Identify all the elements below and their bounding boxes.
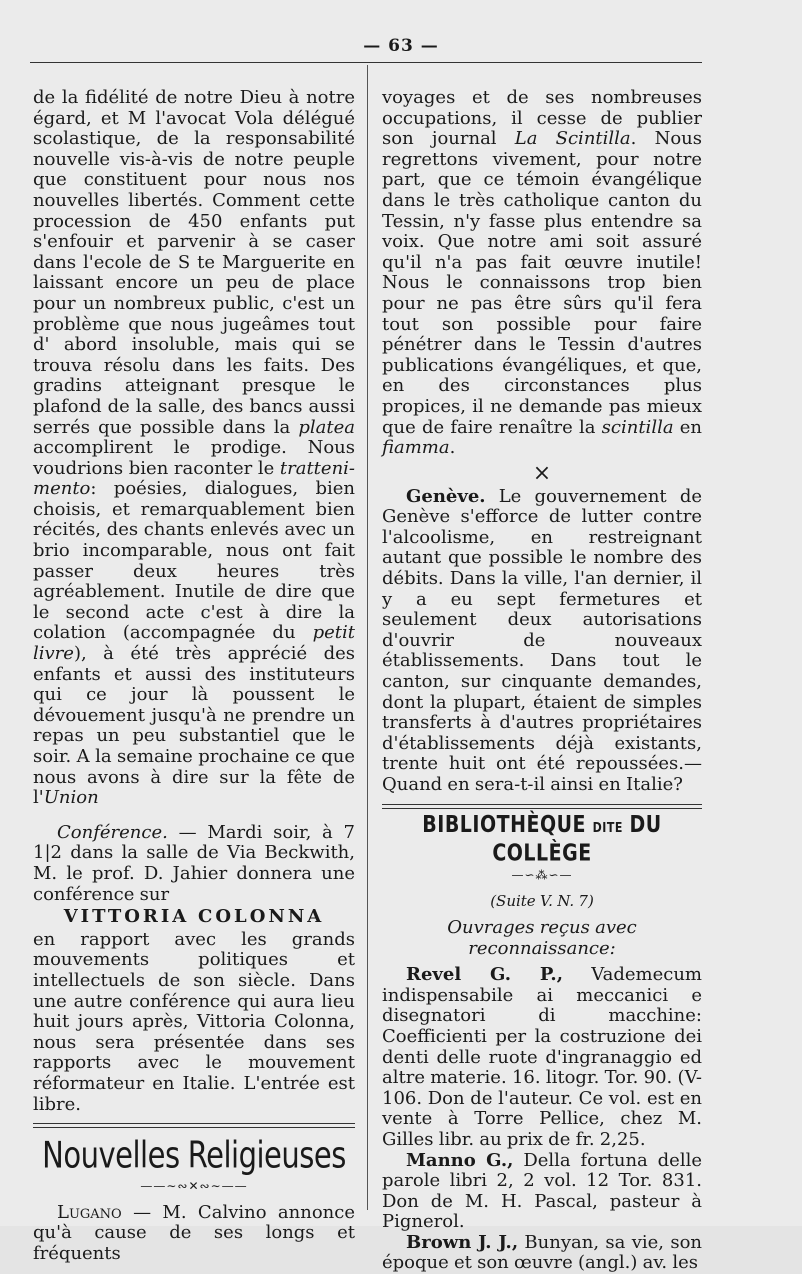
section-rule — [33, 1123, 355, 1128]
article-union-text: de la fidélité de notre Dieu à notre égard, et M l'avocat Vola délégué scolastique, de la responsabilité nouvelle vis-à-vis de notre peuple que constituent pour nous nos nouvelles libertés. Comment cette procession de 450 enfants put s'enfouir et parvenir à se caser dans l'ecole de S te Marguerite en laissant encore un peu de place pour un nombreux public, c'est un problème que nous jugeâmes tout d' abord insoluble, mais qui se trouva résolu dans les faits. Des gradins atteignant presque le plafond de la salle, des bancs aussi serrés que possible dans la platea accomplirent le prodige. Nous voudrions bien raconter le tratteni-mento: poésies, dialogues, bien choisis, et remarquablement bien récités, des chants enlevés avec un brio incomparable, nous ont fait passer deux heures très agréablement. Inutile de dire que le second acte c'est à dire la colation (accompagnée du petit livre), à été très apprécié des enfants et aussi des instituteurs qui ce jour là poussent le dévouement jusqu'à ne prendre un repas un peu substantiel que le soir. A la semaine prochaine ce que nous avons à dire sur la fête de l'Union — [33, 87, 355, 809]
conference-title: VITTORIA COLONNA — [63, 906, 325, 928]
page-number: — 63 — — [363, 36, 439, 56]
conference-label: Conférence. — [57, 821, 168, 843]
lugano-label: Lugano — [57, 1201, 122, 1223]
lugano-continued: voyages et de ses nombreuses occupations, il cesse de publier son journal La Scintilla. Nous regrettons vivement, pour notre part, que ce témoin évangélique dans le très catholique canton du Tessin, n'y fasse plus entendre sa voix. Que notre ami soit assuré qu'il n'a pas fait œuvre inutile! Nous le connaissons trop bien pour ne pas être sûrs qu'il fera tout son possible pour faire pénétrer dans le Tessin d'autres publications évangéliques, et que, en des circonstances plus propices, il ne demande pas mieux que de faire renaître la scintilla en fiamma. — [382, 87, 703, 459]
biblio-ornament: —∽⁂∽— — [511, 867, 573, 882]
left-column — [33, 88, 355, 1264]
brown-entry: Brown J. J., Bunyan, sa vie, son époque et son œuvre (angl.) av. les — [382, 1231, 703, 1274]
ouvrages-heading: Ouvrages reçus avec reconnaissance: — [447, 916, 637, 959]
section-ornament: ——∼∾✕∾∼—— — [140, 1179, 248, 1194]
geneve-news: Genève. Le gouvernement de Genève s'efforce de lutter contre l'alcoolisme, en restreignant autant que possible le nombre des débits. Dans la ville, l'an dernier, il y a eu sept fermetures et seulement deux autorisations d'ouvrir de nouveaux établissements. Dans tout le canton, sur cinquante demandes, dont la plupart, étaient de simples transferts à d'autres propriétaires d'établissements déjà existants, trente huit ont été repoussées.— Quand en sera-t-il ainsi en Italie? — [382, 485, 702, 795]
conference-notice: Conférence. — Mardi soir, à 7 1|2 dans la salle de Via Beckwith, M. le prof. D. Jahier donnera une conférence sur — [33, 821, 355, 905]
suite-note: (Suite V. N. 7) — [490, 892, 594, 911]
column-divider — [367, 65, 368, 1210]
biblio-rule — [382, 804, 702, 809]
manno-entry: Manno G., Della fortuna delle parole libri 2, 2 vol. 12 Tor. 831. Don de M. H. Pascal, pasteur à Pignerol. — [382, 1149, 702, 1233]
geneve-label: Genève. — [406, 485, 486, 507]
section-title: Nouvelles Religieuses — [42, 1133, 346, 1177]
lugano-news: Lugano — M. Calvino annonce qu'à cause de ses longs et fréquents — [33, 1201, 355, 1264]
revel-entry: Revel G. P., Vademecum indispensabile ai meccanici e disegnatori di macchine: Coefficienti per la costruzione dei denti delle ruote d'ingranaggio ed altre materie. 16. litogr. Tor. 90. (V-106. Don de l'auteur. Ce vol. est en vente à Torre Pellice, chez M. Gilles libr. au prix de fr. 2,25. — [382, 964, 702, 1150]
right-column — [382, 88, 702, 1274]
header-rule — [30, 62, 702, 63]
separator-cross: × — [532, 460, 552, 486]
conference-details: en rapport avec les grands mouvements politiques et intellectuels de son siècle. Dans une autre conférence qui aura lieu huit jours après, Vittoria Colonna, nous sera présentée dans ses rapports avec le mouvement réformateur en Italie. L'entrée est libre. — [33, 928, 355, 1115]
biblio-title: BIBLIOTHÈQUE DITE DU COLLÈGE — [422, 810, 662, 866]
